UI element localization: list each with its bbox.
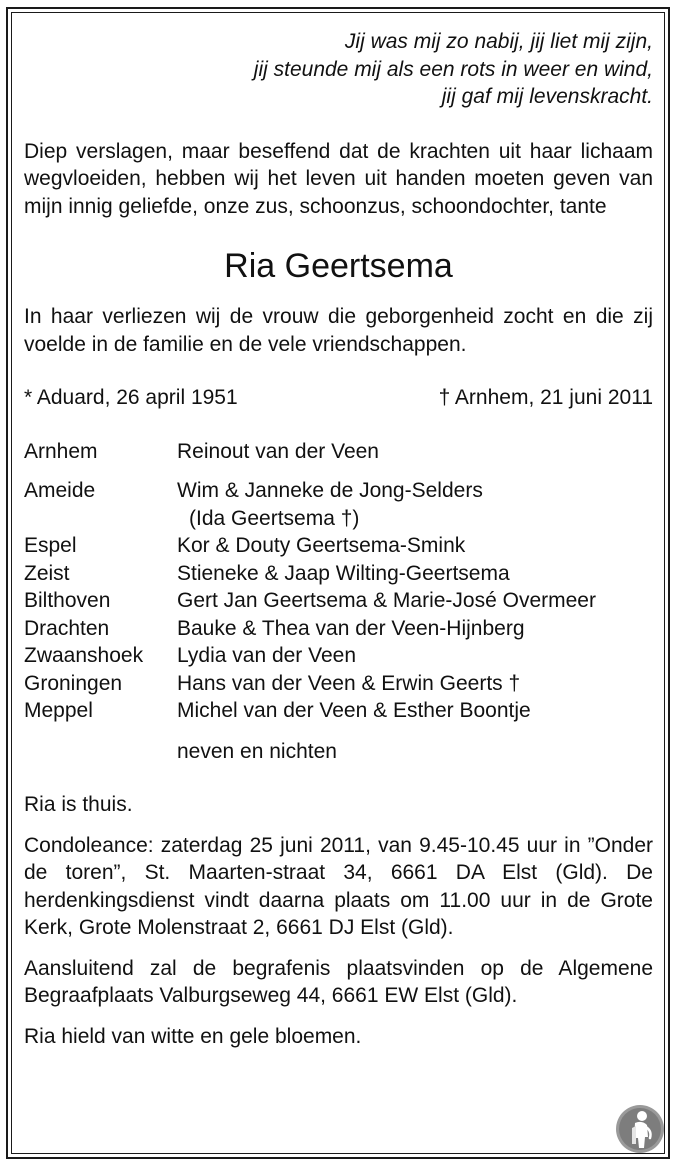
family-row xyxy=(24,642,653,670)
family-names: Michel van der Veen & Esther Boontje xyxy=(177,699,531,722)
family-row xyxy=(24,697,653,725)
family-names: Bauke & Thea van der Veen-Hijnberg xyxy=(177,616,525,640)
family-row xyxy=(24,532,653,560)
death-date: † Arnhem, 21 juni 2011 xyxy=(438,386,653,409)
poem-line: jij gaf mij levenskracht. xyxy=(441,85,653,108)
family-names: Hans van der Veen & Erwin Geerts † xyxy=(177,671,521,695)
deceased-name: Ria Geertsema xyxy=(224,247,453,285)
mourning-figure-icon xyxy=(615,1104,665,1154)
flowers-line: Ria hield van witte en gele bloemen. xyxy=(24,1024,362,1048)
poem-line: jij steunde mij als een rots in weer en wind, xyxy=(253,57,653,81)
obituary-content xyxy=(24,28,653,1050)
family-names: Lydia van der Veen xyxy=(177,644,357,667)
family-row xyxy=(24,587,653,615)
birth-date: * Aduard, 26 april 1951 xyxy=(24,386,238,409)
family-row xyxy=(24,477,653,532)
family-row xyxy=(24,438,653,466)
home-line: Ria is thuis. xyxy=(24,793,133,816)
family-names: Reinout van der Veen xyxy=(177,439,379,463)
family-place: Meppel xyxy=(24,699,93,722)
family-place: Ameide xyxy=(24,479,96,502)
poem xyxy=(24,28,653,111)
life-dates xyxy=(24,384,653,412)
family-place: Arnhem xyxy=(24,439,98,463)
family-list xyxy=(24,438,653,725)
family-place: Drachten xyxy=(24,616,110,640)
family-row xyxy=(24,615,653,643)
family-place: Groningen xyxy=(24,671,123,695)
family-names: Gert Jan Geertsema & Marie-José Overmeer xyxy=(177,589,596,612)
family-names: Kor & Douty Geertsema-Smink xyxy=(177,534,466,557)
family-names-sub: (Ida Geertsema †) xyxy=(189,506,360,530)
cousins-line: neven en nichten xyxy=(177,739,337,763)
tribute-paragraph: In haar verliezen wij de vrouw die geborgenheid zocht en die zij voelde in de familie en de vele vriendschappen. xyxy=(24,305,653,356)
family-names-main: Wim & Janneke de Jong-Selders xyxy=(177,479,483,502)
family-row xyxy=(24,560,653,588)
family-names xyxy=(177,477,653,532)
family-place: Espel xyxy=(24,534,77,557)
condolence-paragraph: Condoleance: zaterdag 25 juni 2011, van 9.45-10.45 uur in ”Onder de toren”, St. Maarten-straat 34, 6661 DA Elst (Gld). De herdenkingsdienst vindt daarna plaats om 11.00 uur in de Grote Kerk, Grote Molenstraat 2, 6661 DJ Elst (Gld). xyxy=(24,833,653,939)
family-names: Stieneke & Jaap Wilting-Geertsema xyxy=(177,561,510,585)
intro-paragraph: Diep verslagen, maar beseffend dat de krachten uit haar lichaam wegvloeiden, hebben wij het leven uit handen moeten geven van mijn innig geliefde, onze zus, schoonzus, schoondochter, tante xyxy=(24,139,653,218)
family-place: Bilthoven xyxy=(24,589,111,612)
family-place: Zwaanshoek xyxy=(24,644,144,667)
poem-line: Jij was mij zo nabij, jij liet mij zijn, xyxy=(344,30,653,53)
burial-paragraph: Aansluitend zal de begrafenis plaatsvinden op de Algemene Begraafplaats Valburgseweg 44, 6661 EW Elst (Gld). xyxy=(24,956,653,1007)
family-place: Zeist xyxy=(24,561,70,585)
family-row xyxy=(24,670,653,698)
